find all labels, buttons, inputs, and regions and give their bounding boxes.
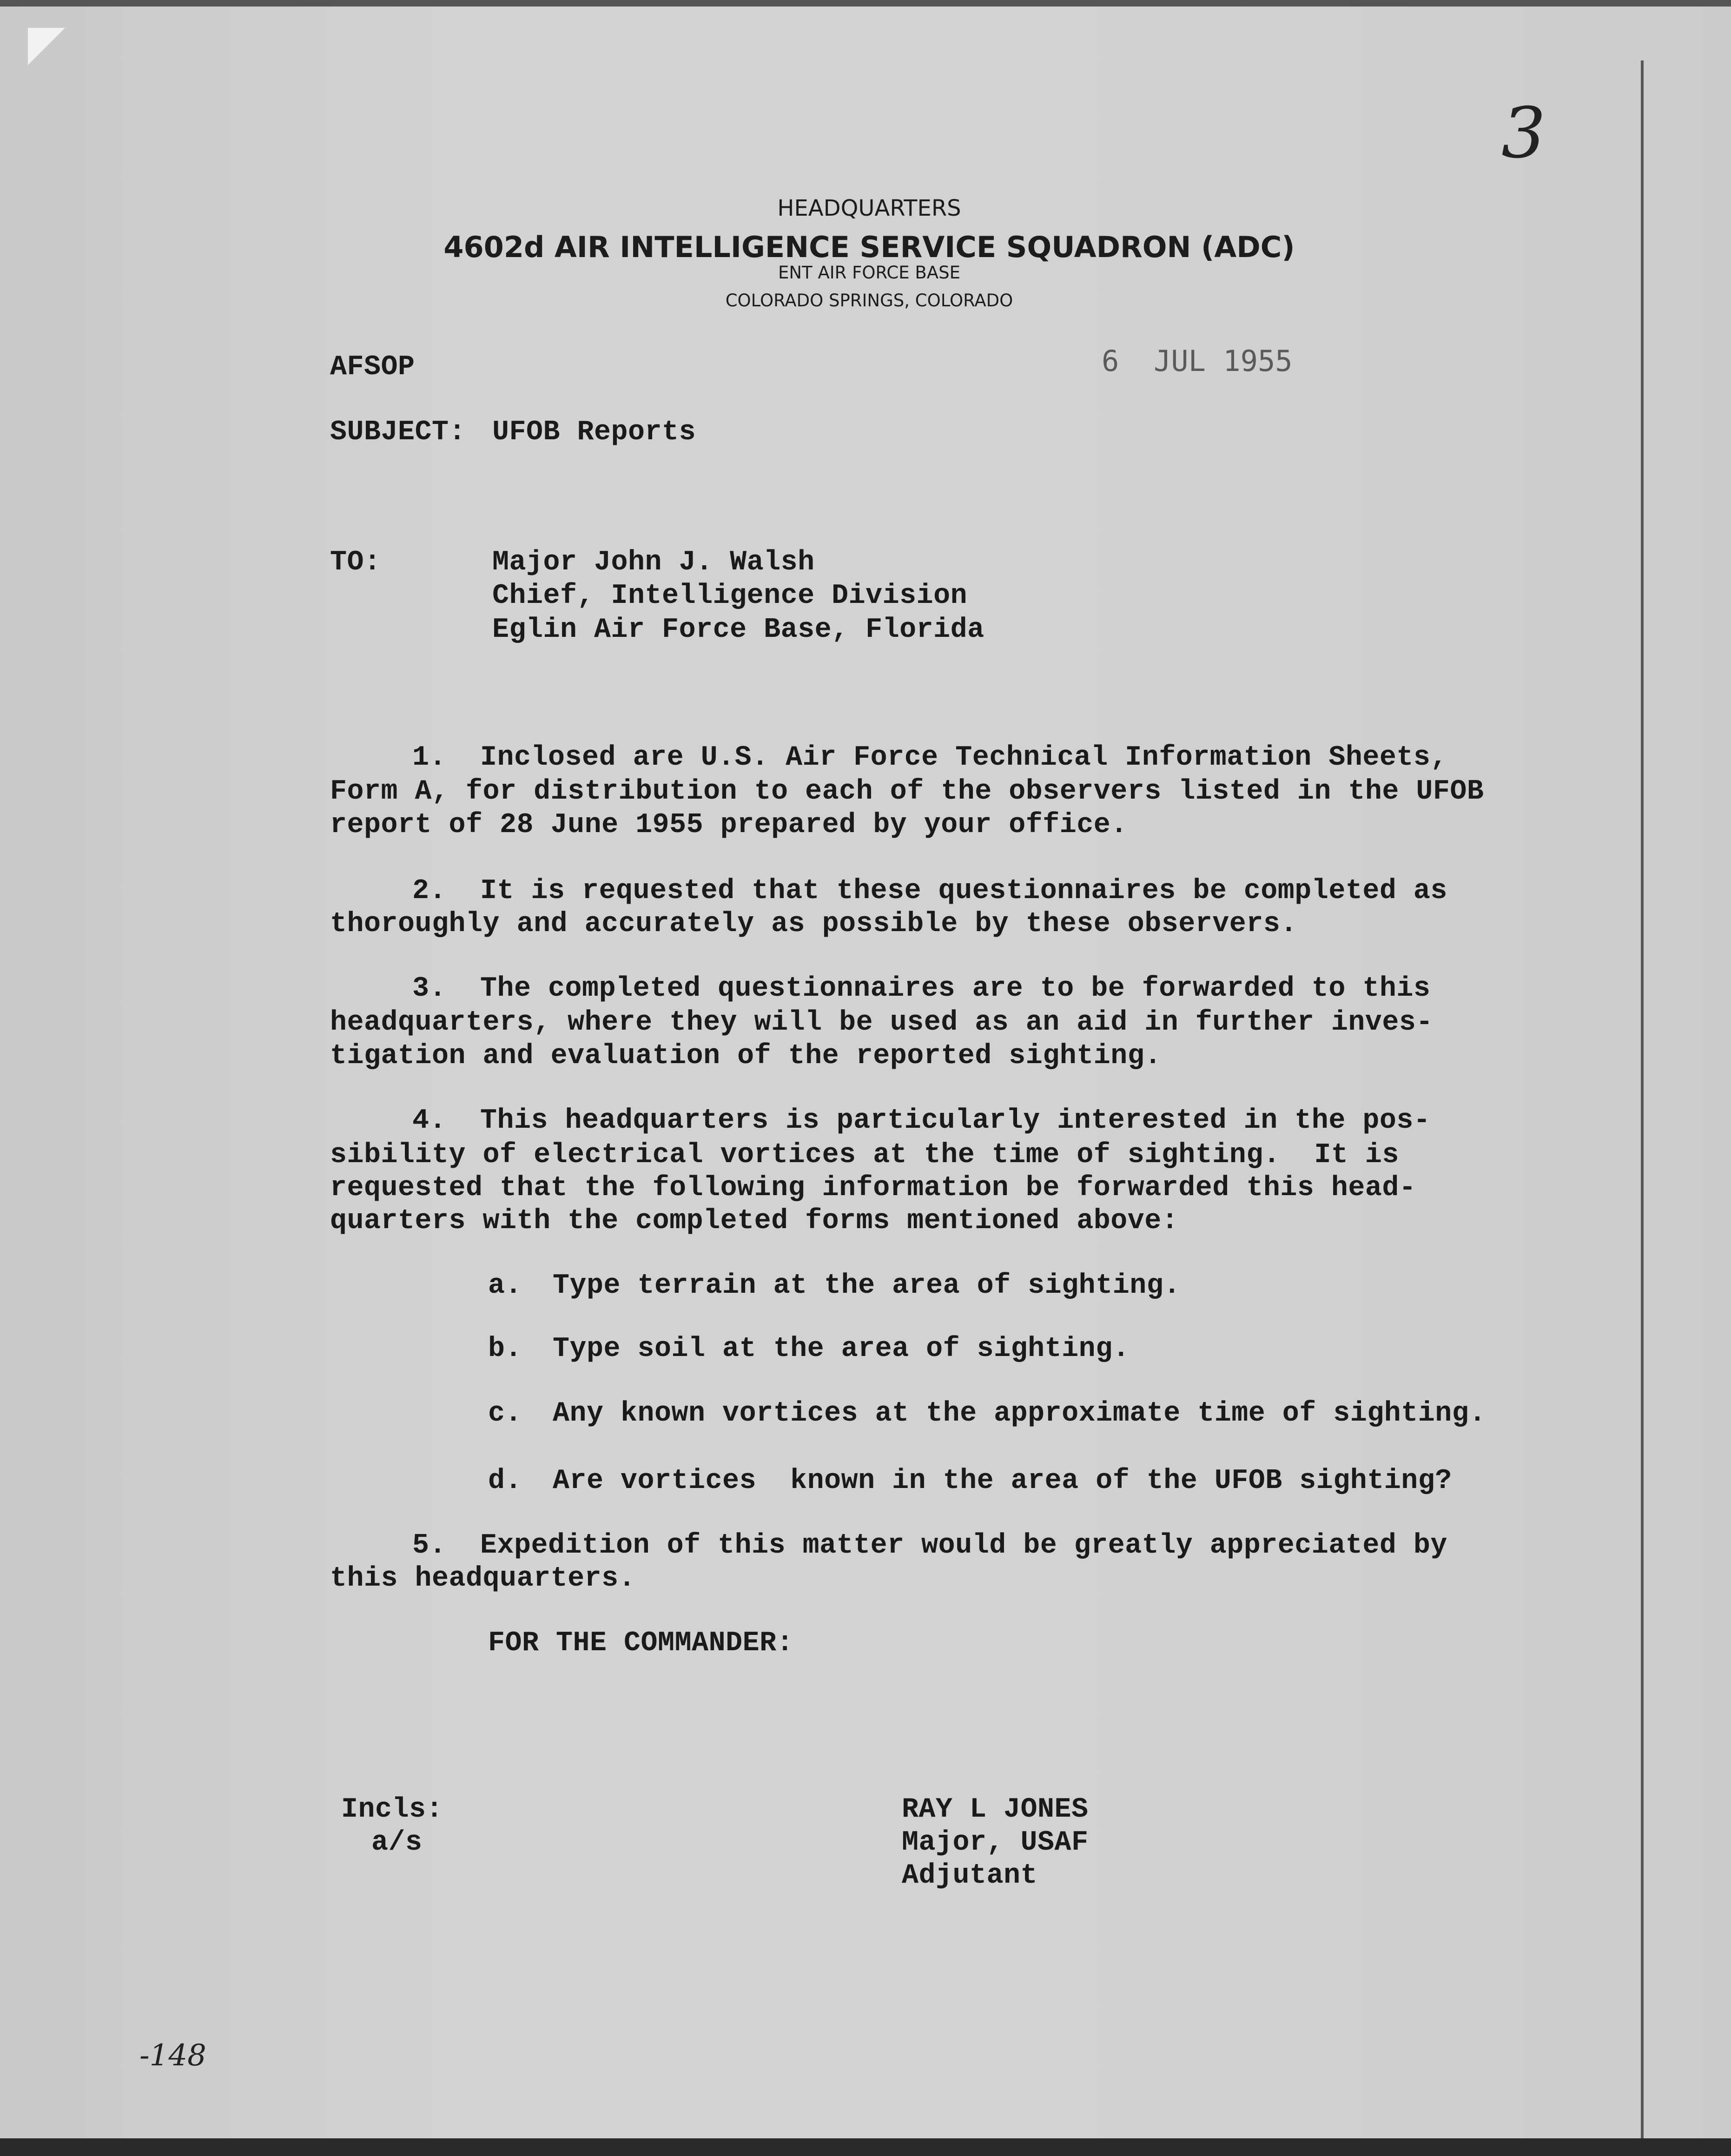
paragraph-line: quarters with the completed forms mentioned above:	[330, 1205, 1179, 1237]
paragraph-line: Form A, for distribution to each of the observers listed in the UFOB	[330, 776, 1484, 807]
letterhead-unit: 4602d AIR INTELLIGENCE SERVICE SQUADRON (ADC)	[443, 230, 1295, 264]
paragraph-line: tigation and evaluation of the reported sighting.	[330, 1040, 1162, 1072]
scan-edge-bottom	[0, 2138, 1731, 2156]
paragraph-line: report of 28 June 1955 prepared by your office.	[330, 809, 1128, 841]
paragraph-line: headquarters, where they will be used as an aid in further inves-	[330, 1007, 1433, 1038]
item-text: Any known vortices at the approximate time of sighting.	[553, 1398, 1486, 1429]
inclosures-label: Incls:	[341, 1794, 443, 1825]
paragraph-line: 4. This headquarters is particularly interested in the pos-	[412, 1105, 1431, 1137]
paragraph-line: sibility of electrical vortices at the time of sighting. It is	[330, 1139, 1399, 1171]
item-letter: c.	[488, 1398, 522, 1429]
subject-label: SUBJECT:	[330, 417, 466, 448]
signer-name: RAY L JONES	[902, 1794, 1089, 1825]
folded-corner	[28, 28, 65, 65]
item-text: Type terrain at the area of sighting.	[553, 1270, 1181, 1302]
signer-title: Adjutant	[902, 1860, 1038, 1891]
letterhead-location: COLORADO SPRINGS, COLORADO	[725, 291, 1013, 311]
subject-text: UFOB Reports	[492, 417, 696, 448]
handwritten-footer-number: -148	[139, 2038, 206, 2073]
to-line: Chief, Intelligence Division	[492, 580, 968, 612]
office-symbol: AFSOP	[330, 351, 415, 383]
paragraph-line: 3. The completed questionnaires are to be forwarded to this	[412, 973, 1431, 1005]
to-line: Eglin Air Force Base, Florida	[492, 614, 984, 646]
item-text: Are vortices known in the area of the UFOB sighting?	[553, 1465, 1452, 1497]
letterhead-base: ENT AIR FORCE BASE	[778, 263, 960, 283]
paragraph-line: 5. Expedition of this matter would be greatly appreciated by	[412, 1530, 1447, 1561]
paragraph-line: 1. Inclosed are U.S. Air Force Technical Information Sheets,	[412, 742, 1447, 774]
letterhead-headquarters: HEADQUARTERS	[777, 195, 961, 221]
closing: FOR THE COMMANDER:	[488, 1627, 794, 1659]
date-stamp: 6 JUL 1955	[1102, 344, 1293, 378]
paragraph-line: thoroughly and accurately as possible by these observers.	[330, 908, 1297, 940]
item-letter: b.	[488, 1333, 522, 1365]
paragraph-line: this headquarters.	[330, 1563, 636, 1594]
item-letter: a.	[488, 1270, 522, 1302]
scan-edge-top	[0, 0, 1731, 7]
scan-edge-right	[1641, 60, 1644, 2138]
paragraph-line: requested that the following information be forwarded this head-	[330, 1172, 1416, 1204]
item-text: Type soil at the area of sighting.	[553, 1333, 1130, 1365]
handwritten-page-mark: 3	[1501, 93, 1546, 174]
signer-rank: Major, USAF	[902, 1827, 1089, 1858]
inclosures-value: a/s	[371, 1827, 423, 1858]
to-line: Major John J. Walsh	[492, 547, 815, 578]
item-letter: d.	[488, 1465, 522, 1497]
to-label: TO:	[330, 547, 381, 578]
paragraph-line: 2. It is requested that these questionnaires be completed as	[412, 875, 1447, 907]
